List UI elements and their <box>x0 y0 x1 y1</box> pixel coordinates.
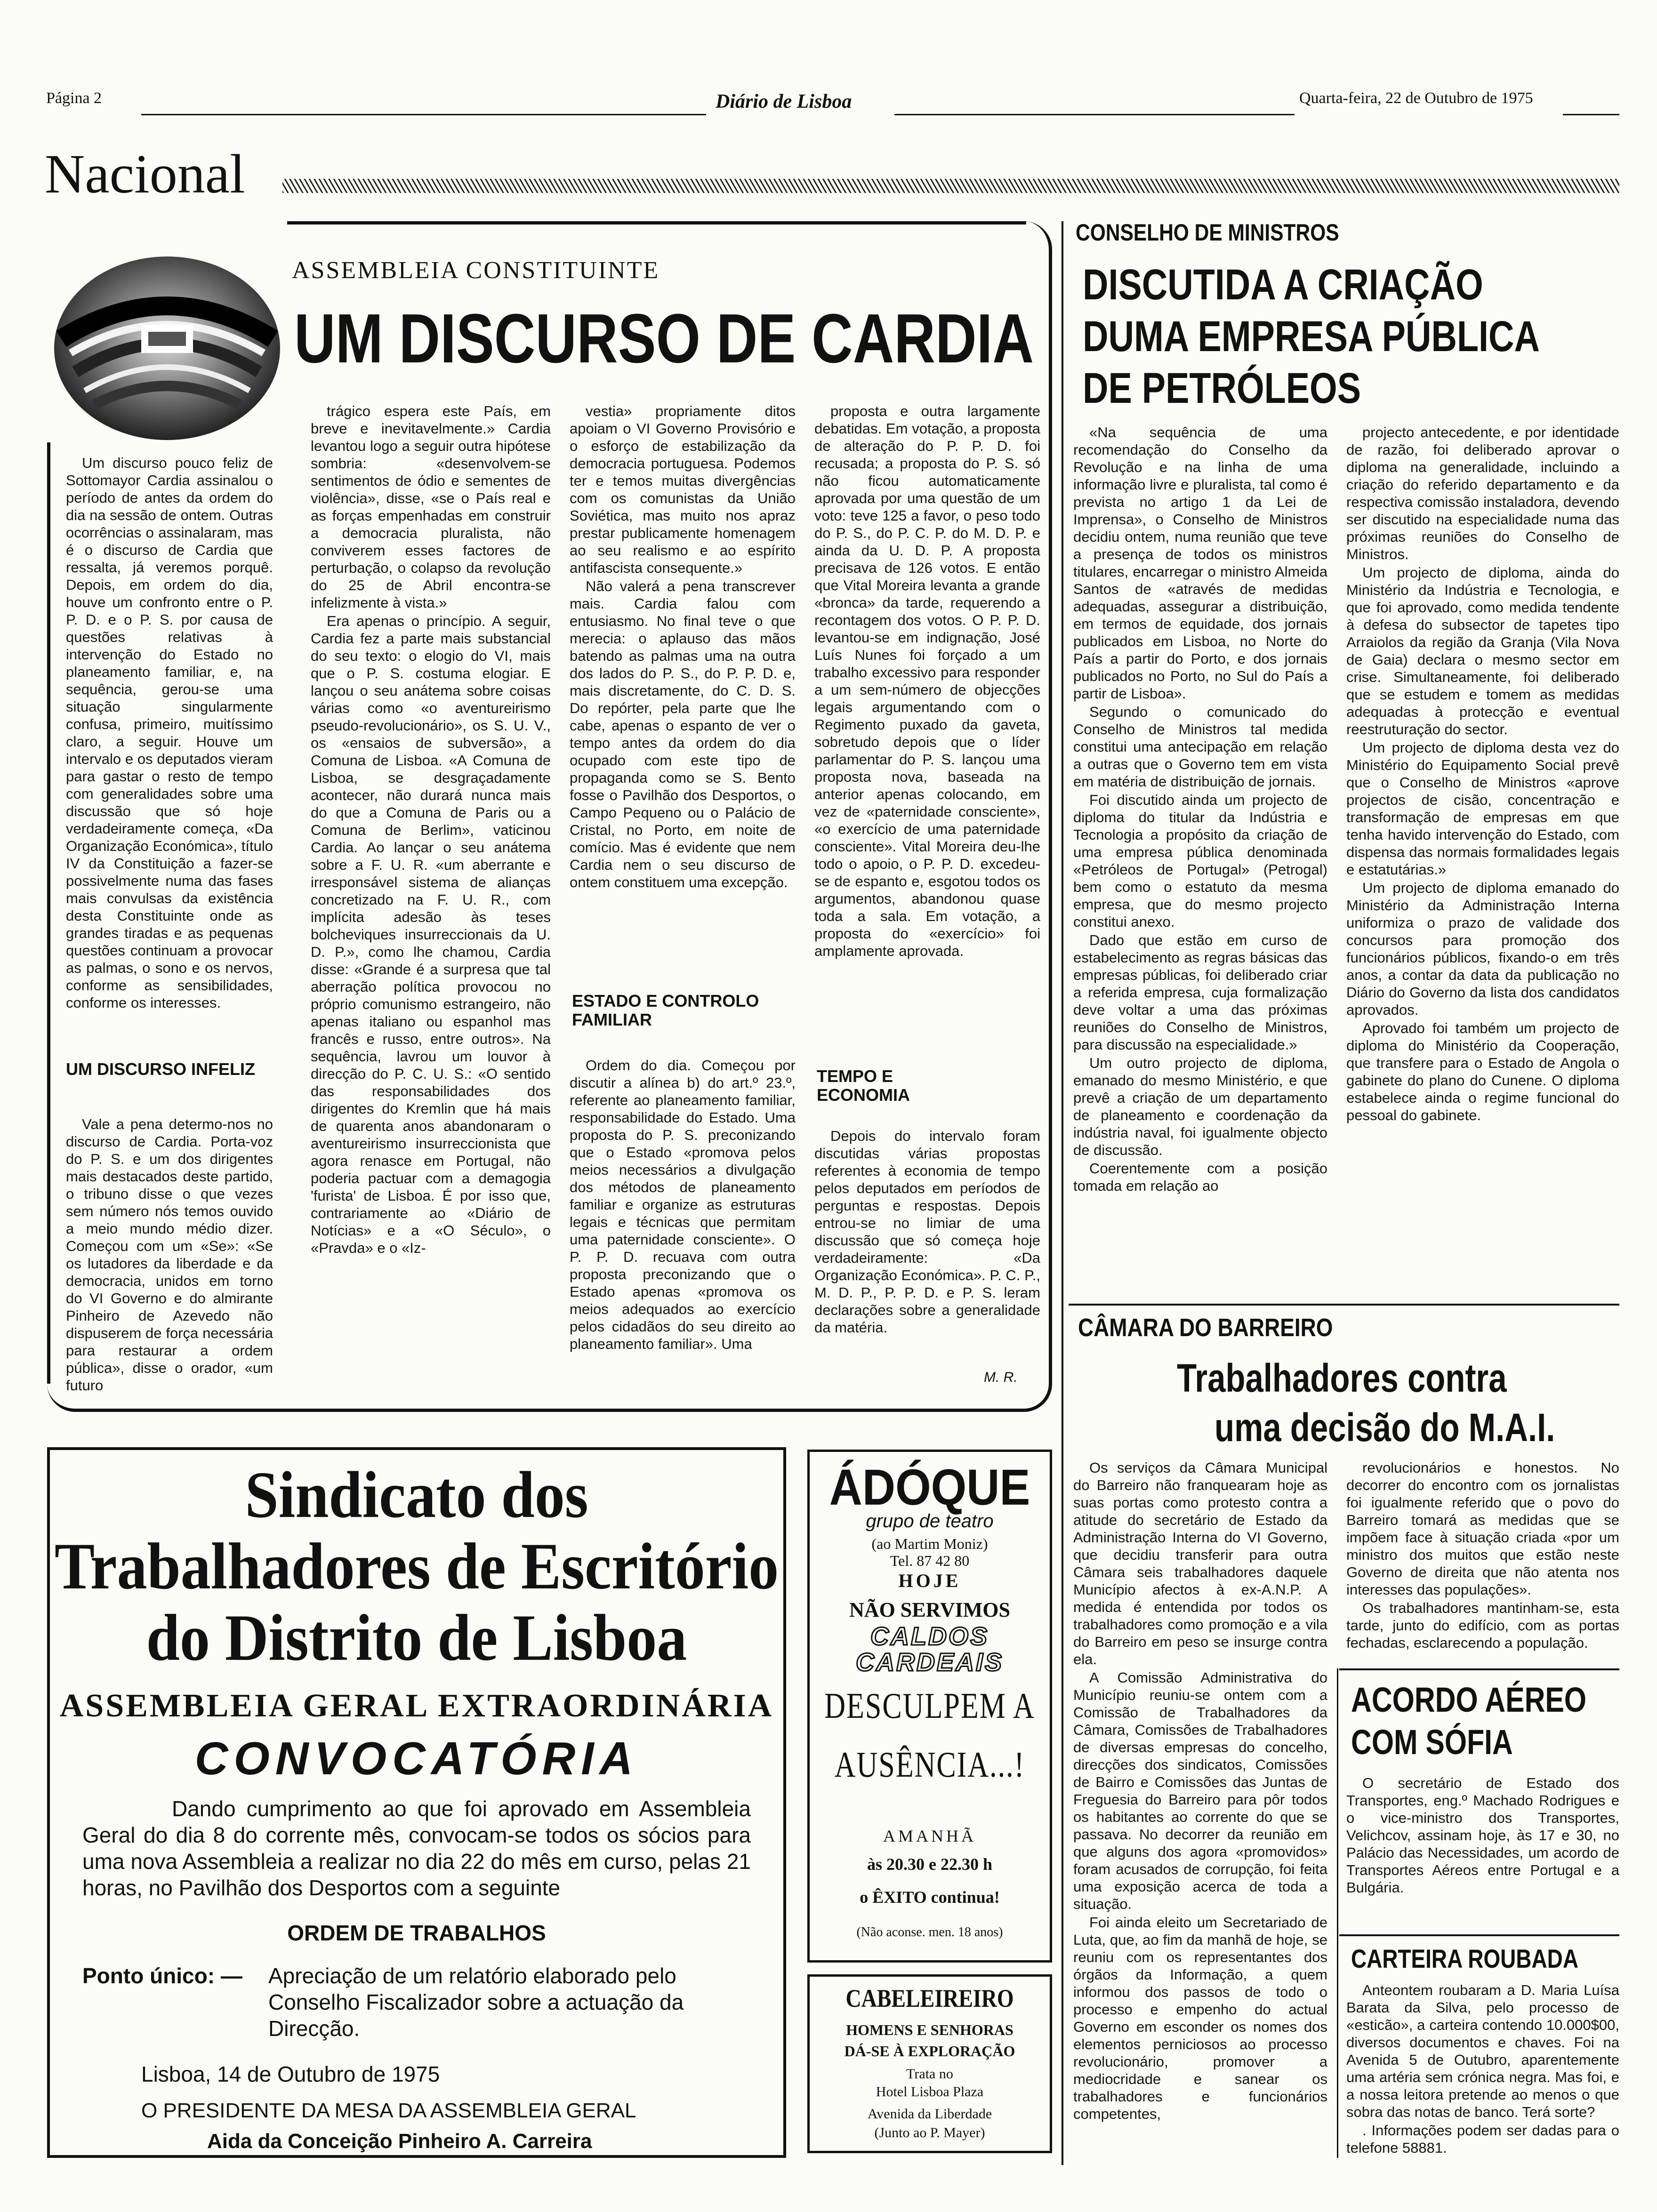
adoque-ausencia: AUSÊNCIA...! <box>834 1745 1025 1785</box>
cabeleireiro-line-2: DÁ-SE À EXPLORAÇÃO <box>844 2043 1015 2060</box>
sindicato-title-line-1: Sindicato dos <box>245 1458 588 1531</box>
petroleos-headline-3: DE PETRÓLEOS <box>1083 364 1361 412</box>
sindicato-place-date: Lisboa, 14 de Outubro de 1975 <box>141 2062 440 2086</box>
column-divider-right <box>1062 221 1063 2165</box>
adoque-exito: o ÊXITO continua! <box>860 1888 1000 1907</box>
cardia-column-2: trágico espera este País, em breve e inevitavelmente.» Cardia levantou logo a seguir outra hipótese sombria: «desenvolvem-se sentimentos de ódio e sementes de violência», disse, «se o País real e as forças empenhadas em construir a democracia pluralista, não conviverem esses factores de perturbação, o colapso da revolução do 25 de Abril encontra-se infelizmente à vista.» Era apenas o princípio. A seguir, Cardia fez a parte mais substancial do seu texto: o elogio do VI, mais que o P. S. costuma elogiar. E lançou o seu anátema sobre coisas várias como «o aventureirismo pseudo-revolucionário», os S. U. V., os «ensaios de subversão», a Comuna de Lisboa. «A Comuna de Lisboa, se desgraçadamente acontecer, não durará nunca mais do que a Comuna de Paris ou a Comuna de Berlim», vaticinou Cardia. Ao lançar o seu anátema sobre a F. U. R. «um aberrante e irresponsável sistema de alianças concretizado na F. U. R., com implícita adesão às teses bolcheviques insurreccionais da U. D. P.», como lhe chamou, Cardia disse: «Grande é a surpresa que tal aberração política provocou no próprio comunismo estrangeiro, não apenas italiano ou espanhol mas francês e russo, entre outros». Na sequência, lavrou um louvor à direcção do P. C. U. S.: «O sentido das responsabilidades dos dirigentes do Kremlin que há mais de quarenta anos abandonaram o aventureirismo insurreccionista que agora renasce em Portugal, não poderia pactuar com a demagogia 'furista' de Lisboa. É por isso que, contrariamente ao «Diário de Notícias» e a «O Século», o «Pravda» e o «Iz- <box>311 403 551 1256</box>
section-title: Nacional <box>45 143 245 205</box>
barreiro-column-1: Os serviços da Câmara Municipal do Barreiro não franquearam hoje as suas portas como protesto contra a atitude do secretário de Estado da Administração Interna do VI Governo, que decidiu transferir para outra Câmara seis trabalhadores daquele Município afectos à ex-A.N.P. A medida é entendida por todos os trabalhadores como promoção e a vila do Barreiro em peso se insurge contra ela. A Comissão Administrativa do Município reuniu-se ontem com a Comissão de Trabalhadores da Câmara, Comissões de Trabalhadores de diversas empresas do concelho, direcções dos sindicatos, Comissões de Bairro e Comissões das Juntas de Freguesia do Barreiro para pôr todos os habitantes ao corrente do que se passava. No decorrer da reunião em que alguns dos agora «promovidos» foram acusados de corrupção, foi feita uma exposição acerca de toda a situação. Foi ainda eleito um Secretariado de Luta, que, ao fim da manhã de hoje, se reuniu com os representantes dos órgãos da Informação, a quem informou dos passos de todo o processo e empenho do actual Governo em esconder os nomes dos elementos perniciosos ao processo revolucionário, promover a mediocridade e sanear os trabalhadores e funcionários competentes, <box>1073 1459 1327 2122</box>
newspaper-name: Diário de Lisboa <box>716 91 852 112</box>
sindicato-intro: Dando cumprimento ao que foi aprovado em Assembleia Geral do dia 8 do corrente mês, convocam-se todos os sócios para uma nova Assembleia a realizar no dia 22 do mês em curso, pelas 21 horas, no Pavilhão dos Desportos com a seguinte <box>82 1796 751 1900</box>
sindicato-title <box>52 1459 781 1673</box>
cabeleireiro-line-3: Trata no <box>906 2066 953 2082</box>
adoque-caldos: CALDOS <box>870 1622 989 1651</box>
acordo-headline-1: ACORDO AÉREO <box>1351 1680 1587 1719</box>
barreiro-column-2: revolucionários e honestos. No decorrer do encontro com os jornalistas foi igualmente referido que o povo do Barreiro tomará as medidas que se impõem face à situação criada «por um ministro dos muitos que estão neste Governo de direita que não atenta nos interesses das populações». Os trabalhadores mantinham-se, esta tarde, junto do edifício, com as portas fechadas, esclarecendo a população. <box>1346 1459 1619 1651</box>
adoque-horas: às 20.30 e 22.30 h <box>867 1855 992 1874</box>
cabeleireiro-line-6: (Junto ao P. Mayer) <box>874 2125 985 2140</box>
cardia-column-4: proposta e outra largamente debatidas. Em votação, a proposta de alteração do P. P. D. foi recusada; a proposta do P. S. só não ficou automaticamente aprovada por uma questão de um voto: teve 125 a favor, o peso todo do P. S., do P. C. P. do M. D. P. e ainda da U. D. P. A proposta precisava de 126 votos. E então que Vital Moreira levanta a grande «bronca» da tarde, requerendo a recontagem dos votos. O P. P. D. levantou-se em indignação, José Luís Nunes foi forçado a um trabalho excessivo para responder a um sem-número de objecções legais argumentando com o Regimento puxado da gaveta, sobretudo depois que o líder parlamentar do P. S. lançou uma proposta nova, baseada na anterior apenas colocando, em vez de «paternidade consciente», «o exercício de uma paternidade consciente». Vital Moreira deu-lhe todo o apoio, o P. P. D. excedeu-se de espanto e, esgotou todos os argumentos, abandonou quase toda a sala. Em votação, a proposta do «exercício» foi amplamente aprovada. <box>814 403 1040 959</box>
cardia-article-top-rule <box>287 221 1026 224</box>
issue-date: Quarta-feira, 22 de Outubro de 1975 <box>1299 89 1533 107</box>
adoque-tel: Tel. 87 42 80 <box>890 1552 970 1569</box>
cabeleireiro-title: CABELEIREIRO <box>845 1984 1014 2012</box>
acordo-body: O secretário de Estado dos Transportes, eng.º Machado Rodrigues e o vice-ministro dos Transportes, Velichcov, assinam hoje, às 17 e 30, no Palácio das Necessidades, um acordo de Transportes Aéreos entre Portugal e a Bulgária. <box>1346 1775 1619 1896</box>
divider-carteira <box>1339 1934 1619 1936</box>
adoque-cardeais: CARDEAIS <box>855 1648 1004 1676</box>
sindicato-ponto-label: Ponto único: — <box>82 1964 242 1988</box>
masthead-rule-far <box>1563 114 1619 115</box>
cardia-subhead-3: ESTADO E CONTROLO FAMILIAR <box>572 991 759 1029</box>
petroleos-column-1: «Na sequência de uma recomendação do Conselho da Revolução e na linha de uma informação livre e pluralista, tal como é prevista no artigo 1 da Lei de Imprensa», o Conselho de Ministros decidiu ontem, numa reunião que teve a presença de todos os ministros titulares, encarregar o ministro Almeida Santos de «através de medidas adequadas, assegurar a distribuição, em termos de equidade, dos jornais publicados em Lisboa, no Norte do País a partir do Porto, e dos jornais publicados no Porto, no Sul do País a partir de Lisboa». Segundo o comunicado do Conselho de Ministros tal medida constitui uma antecipação em relação a outras que o Governo tem em vista em matéria de distribuição de jornais. Foi discutido ainda um projecto de diploma do titular da Indústria e Tecnologia a propósito da criação de uma empresa pública denominada «Petróleos de Portugal» (Petrogal) bem como o estatuto da mesma empresa, que do mesmo projecto constitui anexo. Dado que estão em curso de estabelecimento as regras básicas das empresas públicas, foi deliberado criar a referida empresa, cuja formalização deve voltar a uma das próximas reuniões do Conselho de Ministros, para discussão na especialidade.» Um outro projecto de diploma, emanado do mesmo Ministério, e que prevê a criação de um departamento de planeamento e coordenação da indústria naval, foi igualmente objecto de discussão. Coerentemente com a posição tomada em relação ao <box>1073 424 1327 1194</box>
cardia-column-1: Um discurso pouco feliz de Sottomayor Cardia assinalou o período de antes da ordem do dia na sessão de ontem. Outras ocorrências o assinalaram, mas é o discurso de Cardia que ressalta, já veremos porquê. Depois, em ordem do dia, houve um confronto entre o P. P. D. e o P. S. por causa de questões relativas à intervenção do Estado no planeamento familiar, e, na sequência, gerou-se uma situação singularmente confusa, primeiro, muitíssimo claro, a seguir. Houve um intervalo e os deputados vieram para gastar o resto de tempo com generalidades sobre uma discussão que só hoje verdadeiramente começa, «Da Organização Económica», título IV da Constituição a fazer-se possivelmente numa das fases mais convulsas da existência desta Constituinte onde as grandes tiradas e as pequenas questões continuam a provocar as palmas, o sono e os nervos, conforme as sensibilidades, conforme os interesses. <box>66 455 273 1011</box>
petroleos-headline-1: DISCUTIDA A CRIAÇÃO <box>1083 261 1483 309</box>
section-hatch-band <box>282 179 1619 193</box>
adoque-desculpem: DESCULPEM A <box>824 1686 1035 1726</box>
acordo-headline-2: COM SÓFIA <box>1351 1723 1513 1762</box>
petroleos-headline-2: DUMA EMPRESA PÚBLICA <box>1083 313 1540 361</box>
carteira-headline: CARTEIRA ROUBADA <box>1351 1944 1578 1973</box>
cabeleireiro-line-5: Avenida da Liberdade <box>867 2106 992 2122</box>
sindicato-assembly: ASSEMBLEIA GERAL EXTRAORDINÁRIA <box>59 1688 774 1724</box>
petroleos-column-2: projecto antecedente, e por identidade de razão, foi deliberado aprovar o diploma na generalidade, incluindo a criação do referido departamento e da respectiva comissão instaladora, devendo ser discutido na especialidade numa das próximas reuniões do Conselho de Ministros. Um projecto de diploma, ainda do Ministério da Indústria e Tecnologia, e que foi aprovado, como medida tendente à defesa do subsector de tapetes tipo Arraiolos da região da Granja (Vila Nova de Gaia) declara o mesmo sector em crise. Simultaneamente, foi deliberado que se estudem e tomem as medidas adequadas à protecção e eventual reestruturação do sector. Um projecto de diploma desta vez do Ministério do Equipamento Social prevê que o Conselho de Ministros «aprove projectos de cisão, concentração e transformação de empresas em que tenha havido intervenção do Estado, com dispensa das normais formalidades legais e estatutárias.» Um projecto de diploma emanado do Ministério da Administração Interna uniformiza o prazo de validade dos concursos para promoção dos funcionários públicos, fixando-o em três anos, a contar da data da publicação no Diário do Governo da lista dos candidatos aprovados. Aprovado foi também um projecto de diploma do Ministério da Cooperação, que transfere para o Estado de Angola o gabinete do plano do Cunene. O diploma estabelece ainda o regime funcional do pessoal do gabinete. <box>1346 424 1619 1123</box>
adoque-tagline: grupo de teatro <box>866 1511 994 1531</box>
barreiro-kicker: CÂMARA DO BARREIRO <box>1078 1314 1333 1342</box>
sindicato-ordem: ORDEM DE TRABALHOS <box>287 1921 546 1945</box>
cardia-headline: UM DISCURSO DE CARDIA <box>294 300 1034 377</box>
cardia-byline: M. R. <box>984 1370 1018 1385</box>
sindicato-signer-name: Aida da Conceição Pinheiro A. Carreira <box>207 2130 592 2153</box>
cardia-column-4b: Depois do intervalo foram discutidas várias propostas referentes à economia de tempo pelos deputados em períodos de perguntas e respostas. Depois entrou-se no limiar de uma discussão que só começa hoje verdadeiramente: «Da Organização Económica». P. C. P., M. D. P., P. P. D. e P. S. leram declarações sobre a generalidade da matéria. <box>814 1128 1040 1336</box>
cabeleireiro-line-1: HOMENS E SENHORAS <box>846 2021 1014 2038</box>
sindicato-title-line-2: Trabalhadores de Escritório <box>54 1529 779 1603</box>
sindicato-signer-title: O PRESIDENTE DA MESA DA ASSEMBLEIA GERAL <box>141 2099 636 2122</box>
cardia-column-1b: Vale a pena determo-nos no discurso de Cardia. Porta-voz do P. S. e um dos dirigentes mais destacados deste partido, o tribuno disse o que vezes sem número nós temos ouvido a meio mundo médio dizer. Começou com um «Se»: «Se os lutadores da liberdade e da democracia, unidos em torno do VI Governo e do almirante Pinheiro de Azevedo não dispuserem de força necessária para restaurar a ordem pública», disse o orador, «um futuro <box>66 1116 273 1394</box>
sindicato-ponto-text: Apreciação de um relatório elaborado pelo Conselho Fiscalizador sobre a actuação da Direcção. <box>268 1964 684 2041</box>
cardia-subhead-4: TEMPO E ECONOMIA <box>817 1066 910 1105</box>
divider-petroleos-barreiro <box>1069 1304 1619 1306</box>
sindicato-convocatoria: CONVOCATÓRIA <box>194 1732 639 1784</box>
masthead-rule-right <box>894 114 1295 115</box>
adoque-address: (ao Martim Moniz) <box>871 1535 988 1552</box>
carteira-body: Anteontem roubaram a D. Maria Luísa Barata da Silva, pelo processo de «esticão», a carteira contendo 10.000$00, diversos documentos e chaves. Foi na Avenida 5 de Outubro, aparentemente uma artéria sem crónica negra. Mas foi, e a nossa leitora pretende ao menos o que sobra das notas de banco. Terá sorte? . Informações podem ser dadas para o telefone 58881. <box>1346 1982 1619 2156</box>
cardia-subhead-1: UM DISCURSO INFELIZ <box>66 1059 255 1079</box>
adoque-idade: (Não aconse. men. 18 anos) <box>856 1925 1003 1940</box>
sindicato-title-line-3: do Distrito de Lisboa <box>146 1601 687 1675</box>
adoque-logo: ÁDÓQUE <box>829 1459 1030 1515</box>
adoque-amanha: AMANHÃ <box>883 1827 976 1845</box>
masthead-rule-left <box>141 114 706 115</box>
page-number: Página 2 <box>46 89 102 107</box>
adoque-hoje: HOJE <box>898 1570 961 1591</box>
adoque-nao-servimos: NÃO SERVIMOS <box>849 1598 1010 1621</box>
divider-barreiro-column <box>1337 1668 1338 2158</box>
cabeleireiro-line-4: Hotel Lisboa Plaza <box>876 2084 984 2100</box>
cardia-column-3b: Ordem do dia. Começou por discutir a alínea b) do art.º 23.º, referente ao planeamento familiar, responsabilidade do Estado. Uma proposta do P. S. preconizando que o Estado «promova pelos meios necessários a divulgação dos métodos de planeamento familiar e organize as estruturas legais e técnicas que permitam uma paternidade consciente». O P. P. D. recuava com outra proposta preconizando que o Estado apenas «promova os meios adequados ao exercício pelos cidadãos do seu direito ao planeamento familiar». Uma <box>570 1057 796 1352</box>
cardia-kicker: ASSEMBLEIA CONSTITUINTE <box>292 257 660 284</box>
barreiro-headline-1: Trabalhadores contra <box>1177 1356 1507 1400</box>
divider-acordo <box>1339 1668 1619 1670</box>
cardia-article-left-rule <box>47 442 50 1384</box>
petroleos-kicker: CONSELHO DE MINISTROS <box>1076 219 1339 246</box>
barreiro-headline-2: uma decisão do M.A.I. <box>1215 1405 1555 1450</box>
cardia-column-3: vestia» propriamente ditos apoiam o VI Governo Provisório e o esforço de estabilização da democracia portuguesa. Podemos ter e temos muitas divergências com os comunistas da União Soviética, mas muito nos apraz prestar publicamente homenagem ao seu realismo e ao espírito antifascista consequente.» Não valerá a pena transcrever mais. Cardia falou com entusiasmo. No final teve o que merecia: o aplauso das mãos batendo as palmas uma na outra dos lados do P. S., do P. P. D. e, mais discretamente, do C. D. S. Do repórter, pela parte que lhe cabe, apenas o espanto de ver o tempo antes da ordem do dia ocupado com este tipo de propaganda como se S. Bento fosse o Pavilhão dos Desportos, o Campo Pequeno ou o Palácio de Cristal, no Porto, em noite de comício. Mas é evidente que nem Cardia nem o seu discurso de ontem constituem uma excepção. <box>570 403 796 890</box>
